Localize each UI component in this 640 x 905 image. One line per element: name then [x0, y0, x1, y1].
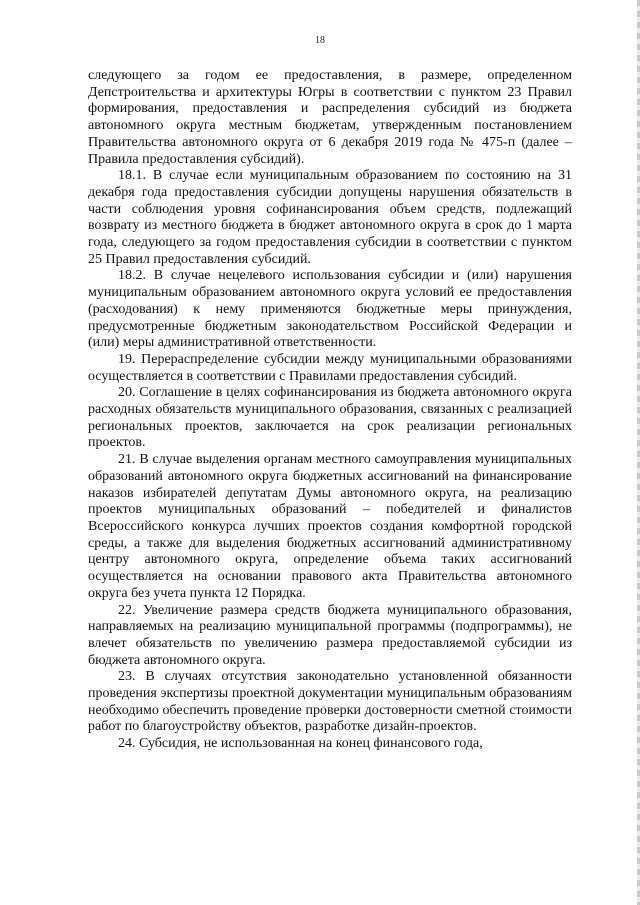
paragraph-20: 20. Соглашение в целях софинансирования из бюджета автономного округа расходных обязательств муниципального образования, связанных с реализацией региональных проектов, заключается на срок реализации региональных проектов.	[88, 385, 572, 451]
paragraph-23: 23. В случаях отсутствия законодательно установленной обязанности проведения экспертизы проектной документации муниципальным образованиям необходимо обеспечить проведение проверки достоверности сметной стоимости работ по благоустройству объектов, разработке дизайн-проектов.	[88, 669, 572, 735]
paragraph-18-1: 18.1. В случае если муниципальным образованием по состоянию на 31 декабря года предоставления субсидии допущены нарушения обязательств в части соблюдения уровня софинансирования объем средств, подлежащий возврату из местного бюджета в бюджет автономного округа в срок до 1 марта года, следующего за годом предоставления субсидии в соответствии с пунктом 25 Правил предоставления субсидий.	[88, 168, 572, 267]
paragraph-continuation: следующего за годом ее предоставления, в размере, определенном Депстроительства и архитектуры Югры в соответствии с пунктом 23 Правил формирования, предоставления и распределения субсидий из бюджета автономного округа местным бюджетам, утвержденным постановлением Правительства автономного округа от 6 декабря 2019 года № 475-п (далее – Правила предоставления субсидий).	[88, 68, 572, 167]
page-number: 18	[315, 35, 325, 46]
paragraph-21: 21. В случае выделения органам местного самоуправления муниципальных образований автономного округа бюджетных ассигнований на финансирование наказов избирателей депутатам Думы автономного округа, на реализацию проектов муниципальных образований – победителей и финалистов Всероссийского конкурса лучших проектов создания комфортной городской среды, а также для выделения бюджетных ассигнований административному центру автономного округа, определение объема таких ассигнований осуществляется на основании правового акта Правительства автономного округа без учета пункта 12 Порядка.	[88, 452, 572, 601]
paragraph-18-2: 18.2. В случае нецелевого использования субсидии и (или) нарушения муниципальным образованием автономного округа условий ее предоставления (расходования) к нему применяются бюджетные меры принуждения, предусмотренные бюджетным законодательством Российской Федерации и (или) меры административной ответственности.	[88, 268, 572, 351]
document-body	[88, 68, 572, 753]
paragraph-24: 24. Субсидия, не использованная на конец финансового года,	[118, 736, 483, 752]
paragraph-19: 19. Перераспределение субсидии между муниципальными образованиями осуществляется в соответствии с Правилами предоставления субсидий.	[88, 351, 572, 384]
paragraph-22: 22. Увеличение размера средств бюджета муниципального образования, направляемых на реализацию муниципальной программы (подпрограммы), не влечет обязательств по увеличению размера предоставляемой субсидии из бюджета автономного округа.	[88, 602, 572, 668]
